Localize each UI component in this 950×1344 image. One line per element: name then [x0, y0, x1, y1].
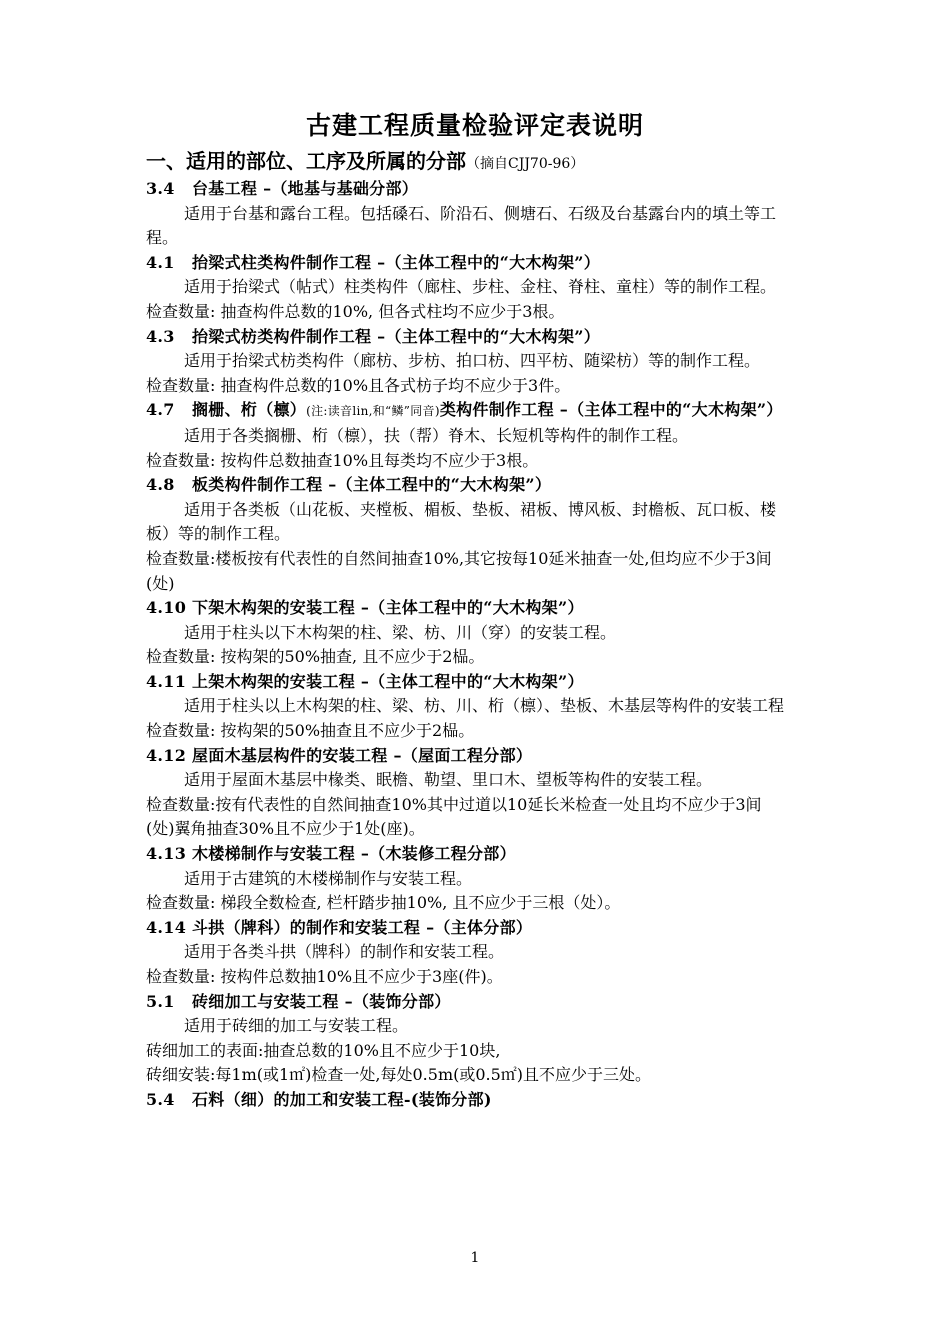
clause-number: 4.3 — [146, 326, 175, 346]
clause-title: 上架木构架的安装工程 –（主体工程中的“大木构架”） — [192, 671, 584, 691]
inspection-quantity-text: 检查数量: 按构件总数抽10%且不应少于3座(件)。 — [146, 967, 503, 986]
clause-scope-text: 适用于各类搁栅、桁（檩），扶（帮）脊木、长短机等构件的制作工程。 — [184, 425, 689, 445]
clause-heading — [146, 744, 786, 769]
clause-scope-text: 适用于各类板（山花板、夹樘板、楣板、垫板、裙板、博风板、封檐板、瓦口板、楼板）等的制作工程。 — [146, 499, 777, 544]
section-heading-text: 一、适用的部位、工序及所属的分部 — [146, 149, 466, 173]
clause-number: 4.12 — [146, 745, 187, 765]
clause-title-note: (注:读音lin,和“鳞”同音) — [306, 404, 440, 419]
inspection-quantity-text: 检查数量: 按构架的50%抽查, 且不应少于2榀。 — [146, 647, 485, 667]
inspection-quantity-text: 砖细加工的表面:抽查总数的10%且不应少于10块, — [146, 1040, 501, 1060]
clause-scope-text: 适用于古建筑的木楼梯制作与安装工程。 — [184, 868, 473, 888]
clause-number: 5.4 — [146, 1089, 175, 1109]
clause-scope-text: 适用于柱头以下木构架的柱、梁、枋、川（穿）的安装工程。 — [184, 622, 617, 642]
clause-title: 木楼梯制作与安装工程 –（木装修工程分部） — [192, 844, 516, 864]
clause-title: 石料（细）的加工和安装工程-(装饰分部) — [192, 1089, 492, 1109]
clause-scope-text: 适用于抬梁式（帖式）柱类构件（廊柱、步柱、金柱、脊柱、童柱）等的制作工程。 — [184, 277, 777, 297]
clause-title: 斗拱（牌科）的制作和安装工程 –（主体分部） — [192, 917, 533, 937]
inspection-quantity-text: 检查数量: 抽查构件总数的10%, 但各式柱均不应少于3根。 — [146, 301, 565, 321]
clause-title: 抬梁式枋类构件制作工程 –（主体工程中的“大木构架”） — [192, 326, 601, 346]
clause-heading — [146, 251, 786, 276]
clause-number: 4.1 — [146, 252, 175, 272]
clause-number: 4.11 — [146, 671, 187, 691]
clause-number: 4.10 — [146, 598, 187, 618]
clause-heading — [146, 325, 786, 350]
clause-title-continued: 类构件制作工程 –（主体工程中的“大木构架”） — [439, 400, 783, 420]
clause-title: 屋面木基层构件的安装工程 –（屋面工程分部） — [192, 745, 533, 765]
clause-number: 4.13 — [146, 844, 187, 864]
clause-heading — [146, 1088, 786, 1113]
inspection-quantity-text: 检查数量:按有代表性的自然间抽查10%其中过道以10延长米检查一处且均不应少于3间(处)翼角抽查30%且不应少于1处(座)。 — [146, 794, 762, 839]
clause-scope-text: 适用于抬梁式枋类构件（廊枋、步枋、拍口枋、四平枋、随梁枋）等的制作工程。 — [184, 351, 761, 371]
clause-number: 3.4 — [146, 179, 175, 198]
clause-scope-text: 适用于柱头以上木构架的柱、梁、枋、川、桁（檩）、垫板、木基层等构件的安装工程 — [184, 696, 785, 716]
clause-heading — [146, 177, 786, 202]
clause-scope-text: 适用于各类斗拱（牌科）的制作和安装工程。 — [184, 942, 505, 962]
clause-number: 4.14 — [146, 917, 187, 937]
clause-scope-text: 适用于砖细的加工与安装工程。 — [184, 1016, 409, 1036]
clause-heading — [146, 842, 786, 867]
clause-heading — [146, 916, 786, 941]
clause-heading — [146, 398, 786, 424]
section-heading — [146, 148, 786, 177]
inspection-quantity-text: 检查数量:楼板按有代表性的自然间抽查10%,其它按每10延米抽查一处,但均应不少于3间(处) — [146, 548, 772, 593]
clause-title: 台基工程 –（地基与基础分部） — [192, 179, 419, 198]
clause-scope-text: 适用于屋面木基层中椽类、眠檐、勒望、里口木、望板等构件的安装工程。 — [184, 770, 713, 790]
clause-number: 4.7 — [146, 400, 175, 420]
clause-scope-text: 适用于台基和露台工程。包括磉石、阶沿石、侧塘石、石级及台基露台内的填土等工程。 — [146, 203, 777, 248]
clause-heading — [146, 473, 786, 498]
clause-title: 下架木构架的安装工程 –（主体工程中的“大木构架”） — [192, 598, 584, 618]
clause-heading — [146, 596, 786, 621]
inspection-quantity-text: 检查数量: 按构件总数抽查10%且每类均不应少于3根。 — [146, 450, 539, 470]
clause-number: 4.8 — [146, 475, 175, 495]
clause-number: 5.1 — [146, 991, 175, 1011]
inspection-quantity-text: 检查数量: 抽查构件总数的10%且各式枋子均不应少于3件。 — [146, 375, 571, 395]
inspection-quantity-text: 检查数量: 梯段全数检查, 栏杆踏步抽10%, 且不应少于三根（处）。 — [146, 893, 621, 913]
inspection-quantity-text: 砖细安装:每1m(或1㎡)检查一处,每处0.5m(或0.5㎡)且不应少于三处。 — [146, 1065, 652, 1085]
clause-title: 砖细加工与安装工程 –（装饰分部） — [192, 991, 451, 1011]
section-heading-note: （摘自CJJ70-96） — [466, 156, 585, 172]
clause-title: 搁栅、桁（檩） — [192, 400, 307, 420]
document-body — [146, 148, 786, 1113]
clause-title: 板类构件制作工程 –（主体工程中的“大木构架”） — [192, 475, 552, 495]
page-number: 1 — [470, 1250, 480, 1266]
clause-heading — [146, 990, 786, 1015]
clause-heading — [146, 670, 786, 695]
document-title: 古建工程质量检验评定表说明 — [305, 111, 644, 140]
clause-title: 抬梁式柱类构件制作工程 –（主体工程中的“大木构架”） — [192, 252, 601, 272]
inspection-quantity-text: 检查数量: 按构架的50%抽查且不应少于2榀。 — [146, 721, 475, 741]
